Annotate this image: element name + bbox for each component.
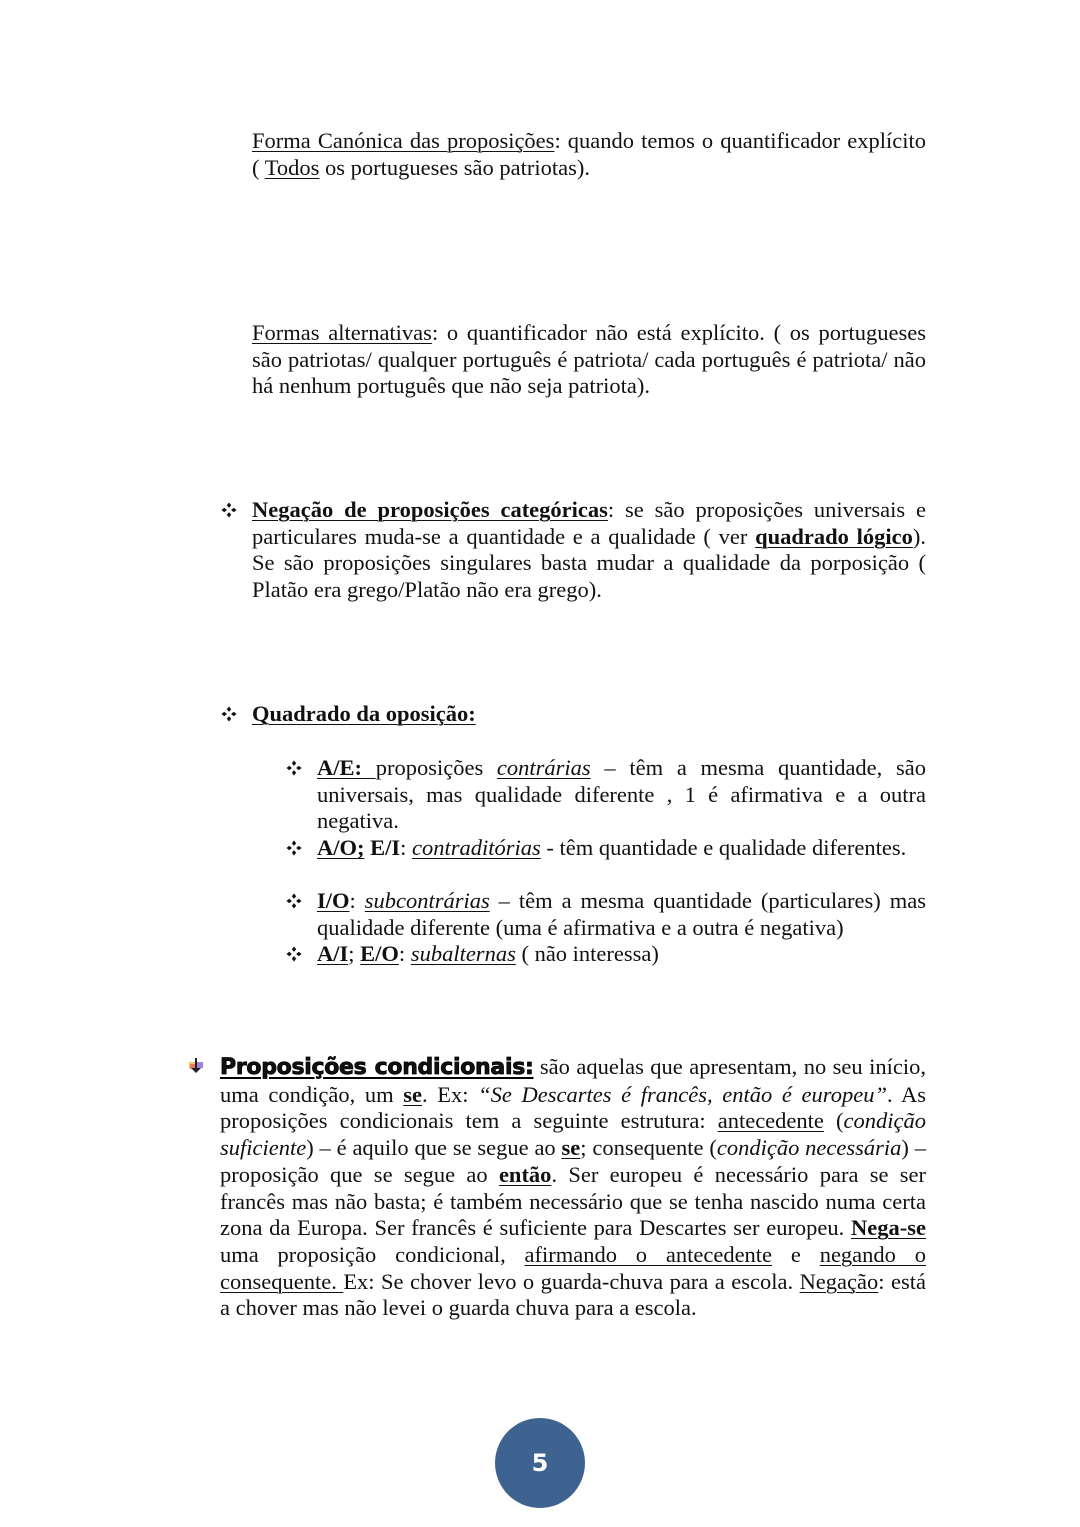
square-item-subcontrarias: I/O: subcontrárias – têm a mesma quantidade (particulares) mas qualidade diferente (uma é afirmativa e a outra é negativa) — [317, 888, 926, 940]
square-heading — [252, 701, 926, 728]
diamond-bullet-icon — [286, 840, 302, 856]
quadrado-logico-reference: quadrado lógico — [755, 523, 913, 549]
negation-term: Negação de proposições categóricas — [252, 497, 608, 522]
diamond-bullet-icon — [221, 502, 237, 518]
conditionals-heading: Proposições condicionais: — [220, 1055, 534, 1080]
page-number: 5 — [531, 1449, 549, 1477]
square-title: Quadrado da oposição: — [252, 701, 476, 726]
diamond-bullet-icon — [286, 946, 302, 962]
conditionals-paragraph: Proposições condicionais: são aquelas que apresentam, no seu início, uma condição, um se. Ex: “Se Descartes é francês, então é europeu”. As proposições condicionais tem a seguinte estrutura: antecedente (condição suficiente) – é aquilo que se segue ao se; consequente (condição necessária) – proposição que se segue ao então. Ser europeu é necessário para se ser francês mas não basta; é também necessário que se tenha nascido numa certa zona da Europa. Ser francês é suficiente para Descartes ser europeu. Nega-se uma proposição condicional, afirmando o antecedente e negando o consequente. Ex: Se chover levo o guarda-chuva para a escola. Negação: está a chover mas não levei o guarda chuva para a escola. — [220, 1054, 927, 1321]
square-item-contrarias: A/E: proposições contrárias – têm a mesma quantidade, são universais, mas qualidade diferente , 1 é afirmativa e a outra negativa. — [317, 755, 927, 834]
page-number-badge — [495, 1418, 585, 1508]
colored-arrow-bullet-icon — [186, 1056, 206, 1076]
square-item-subalternas: A/I; E/O: subalternas ( não interessa) — [317, 941, 659, 966]
alternative-forms-term: Formas alternativas — [252, 320, 432, 345]
diamond-bullet-icon — [286, 760, 302, 776]
canonical-form-paragraph: Forma Canónica das proposições: quando temos o quantificador explícito ( Todos os portugueses são patriotas). — [252, 128, 926, 180]
diamond-bullet-icon — [286, 893, 302, 909]
diamond-bullet-icon — [221, 706, 237, 722]
negation-paragraph: Negação de proposições categóricas: se são proposições universais e particulares muda-se a quantidade e a qualidade ( ver quadrado lógico). Se são proposições singulares basta mudar a qualidade da porposição ( Platão era grego/Platão não era grego). — [252, 497, 926, 603]
alternative-forms-paragraph: Formas alternativas: o quantificador não está explícito. ( os portugueses são patriotas/ qualquer português é patriota/ cada português é patriota/ não há nenhum português que não seja patriota). — [252, 320, 927, 399]
example-quote: “Se Descartes é francês, então é europeu” — [478, 1081, 887, 1107]
square-item-contraditorias: A/O; E/I: contraditórias - têm quantidade e qualidade diferentes. — [317, 835, 907, 860]
canonical-form-term: Forma Canónica das proposições — [252, 128, 555, 153]
todos-word: Todos — [264, 154, 320, 180]
